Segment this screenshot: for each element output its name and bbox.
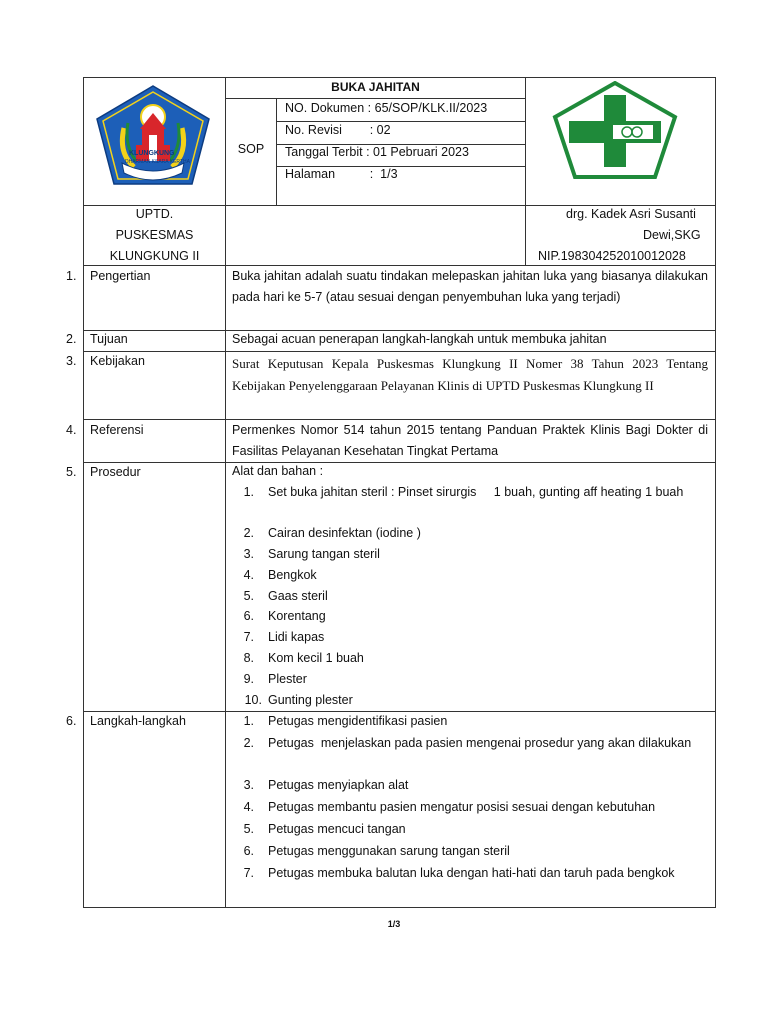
- list-item-number: 9.: [243, 672, 254, 686]
- org-line-2: PUSKESMAS: [115, 228, 194, 242]
- list-item-number: 2.: [243, 526, 254, 540]
- step-number: 3.: [243, 778, 254, 792]
- step-number: 7.: [243, 866, 254, 880]
- list-item: Sarung tangan steril: [268, 547, 380, 561]
- section-4-number: 4.: [66, 423, 77, 437]
- klungkung-emblem-logo: [94, 83, 212, 188]
- left-logo-subtext: DHARMAN KSARA KERTHA: [125, 159, 190, 165]
- list-item: Korentang: [268, 609, 326, 623]
- sop-label: SOP: [237, 142, 265, 156]
- section-4-label: Referensi: [90, 423, 144, 437]
- signer-name: drg. Kadek Asri Susanti: [566, 207, 696, 221]
- section-5-label: Prosedur: [90, 465, 141, 479]
- step-item: Petugas membantu pasien mengatur posisi sesuai dengan kebutuhan: [268, 800, 656, 814]
- list-item-number: 10.: [244, 693, 262, 707]
- org-line-1: UPTD.: [135, 207, 174, 221]
- list-item: Gunting plester: [268, 693, 353, 707]
- section-2-label: Tujuan: [90, 332, 128, 346]
- list-item: Lidi kapas: [268, 630, 325, 644]
- section-2-text: Sebagai acuan penerapan langkah-langkah untuk membuka jahitan: [232, 332, 607, 346]
- list-item: Plester: [268, 672, 307, 686]
- list-item-number: 4.: [243, 568, 254, 582]
- signer-nip: NIP.198304252010012028: [538, 249, 686, 263]
- list-item-number: 3.: [243, 547, 254, 561]
- list-item-number: 8.: [243, 651, 254, 665]
- step-item: Petugas menjelaskan pada pasien mengenai prosedur yang akan dilakukan: [268, 736, 692, 750]
- doc-number: NO. Dokumen : 65/SOP/KLK.II/2023: [285, 101, 488, 115]
- step-number: 4.: [243, 800, 254, 814]
- section-4-text: Permenkes Nomor 514 tahun 2015 tentang Panduan Praktek Klinis Bagi Dokter di Fasilitas Pelayanan Kesehatan Tingkat Pertama: [232, 423, 708, 458]
- list-item: Gaas steril: [268, 589, 328, 603]
- section-1-label: Pengertian: [90, 269, 151, 283]
- step-number: 1.: [243, 714, 254, 728]
- section-3-label: Kebijakan: [90, 354, 145, 368]
- section-1-number: 1.: [66, 269, 77, 283]
- section-6-label: Langkah-langkah: [90, 714, 186, 728]
- section-6-number: 6.: [66, 714, 77, 728]
- puskesmas-cross-logo: [551, 81, 679, 179]
- step-item: Petugas menyiapkan alat: [268, 778, 409, 792]
- section-5-intro: Alat dan bahan :: [232, 464, 324, 478]
- section-3-number: 3.: [66, 354, 77, 368]
- divider: [525, 77, 526, 266]
- step-number: 5.: [243, 822, 254, 836]
- divider: [83, 462, 716, 463]
- divider: [225, 265, 226, 908]
- list-item-number: 7.: [243, 630, 254, 644]
- list-item: Set buka jahitan steril : Pinset sirurgis 1 buah, gunting aff heating 1 buah: [268, 485, 684, 499]
- issue-date: Tanggal Terbit : 01 Pebruari 2023: [285, 145, 469, 159]
- step-number: 6.: [243, 844, 254, 858]
- section-3-text: Surat Keputusan Kepala Puskesmas Klungkung II Nomer 38 Tahun 2023 Tentang Kebijakan Penyelenggaraan Pelayanan Klinis di UPTD Puskesmas Klungkung II: [232, 356, 708, 393]
- step-item: Petugas mencuci tangan: [268, 822, 406, 836]
- step-number: 2.: [243, 736, 254, 750]
- signer-degree: Dewi,SKG: [643, 228, 701, 242]
- step-item: Petugas membuka balutan luka dengan hati-hati dan taruh pada bengkok: [268, 866, 675, 880]
- divider: [276, 98, 277, 205]
- divider: [83, 351, 716, 352]
- list-item: Bengkok: [268, 568, 317, 582]
- org-line-3: KLUNGKUNG II: [109, 249, 200, 263]
- list-item-number: 5.: [243, 589, 254, 603]
- list-item-number: 1.: [243, 485, 254, 499]
- divider: [225, 77, 226, 266]
- page-number: 1/3: [387, 919, 401, 929]
- list-item: Cairan desinfektan (iodine ): [268, 526, 421, 540]
- page-info: Halaman : 1/3: [285, 167, 398, 181]
- document-title: BUKA JAHITAN: [331, 80, 420, 94]
- section-5-number: 5.: [66, 465, 77, 479]
- section-1-text: Buka jahitan adalah suatu tindakan melepaskan jahitan luka yang biasanya dilakukan pada hari ke 5-7 (atau sesuai dengan penyembuhan luka yang terjadi): [232, 269, 708, 304]
- step-item: Petugas mengidentifikasi pasien: [268, 714, 448, 728]
- step-item: Petugas menggunakan sarung tangan steril: [268, 844, 510, 858]
- left-logo-text: KLUNGKUNG: [129, 150, 175, 157]
- section-2-number: 2.: [66, 332, 77, 346]
- revision: No. Revisi : 02: [285, 123, 391, 137]
- list-item-number: 6.: [243, 609, 254, 623]
- list-item: Kom kecil 1 buah: [268, 651, 364, 665]
